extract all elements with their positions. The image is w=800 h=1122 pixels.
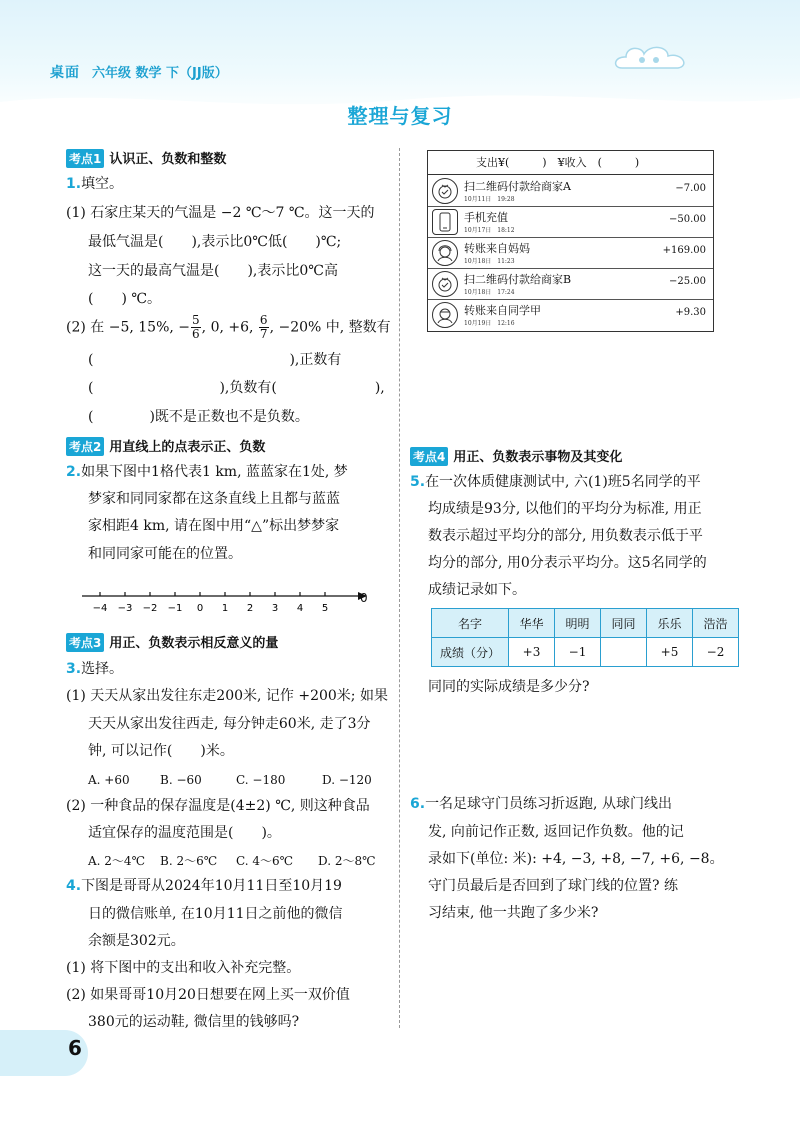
q3-stem [66, 660, 123, 679]
q3-p1-line: 天天从家出发往西走, 每分钟走60米, 走了3分 [88, 716, 371, 732]
cloud-icon [612, 38, 702, 78]
money-bag-icon [432, 178, 458, 204]
q6-line: 发, 向前记作正数, 返回记作负数。他的记 [428, 824, 684, 840]
fraction-denominator: 6 [192, 327, 200, 341]
grades-value-cell: +3 [509, 638, 555, 667]
wechat-bill-title: 手机充值 [464, 211, 508, 224]
page-title: 整理与复习 [347, 104, 453, 128]
wechat-bill-time: 10月11日 19:28 [464, 196, 515, 203]
wechat-bill-time: 10月19日 12:16 [464, 320, 515, 327]
q1-p1-line: 最低气温是( ),表示比0℃低( )℃; [88, 234, 342, 250]
q3-p2-line: 适宜保存的温度范围是( )。 [88, 825, 281, 841]
q3-p1-option[interactable]: C. −180 [236, 773, 286, 787]
wechat-bill-title: 扫二维码付款给商家B [464, 273, 572, 286]
section-k1 [66, 148, 226, 168]
wechat-bill-row [428, 268, 713, 300]
number-line-tick-label: 5 [321, 603, 329, 614]
wechat-bill-row [428, 237, 713, 269]
wechat-bill-amount: −7.00 [675, 183, 706, 194]
q3-p2-option[interactable]: D. 2～8℃ [318, 854, 376, 868]
grades-row-label: 成绩（分） [432, 638, 509, 667]
q6-line: 习结束, 他一共跑了多少米? [428, 905, 599, 921]
header-logo: 桌面 [50, 65, 80, 81]
question-text: 一名足球守门员练习折返跑, 从球门线出 [425, 796, 672, 812]
number-line-tick-label: 2 [246, 603, 254, 614]
q4-sub-line: (1) 将下图中的支出和收入补充完整。 [66, 960, 301, 976]
section-tag: 考点2 [66, 437, 104, 456]
q6-line [410, 795, 672, 814]
q3-p1-option[interactable]: B. −60 [160, 773, 202, 787]
grades-header-cell: 乐乐 [647, 609, 693, 638]
grades-value-cell: −1 [555, 638, 601, 667]
question-text: 选择。 [81, 661, 124, 677]
q3-p1-line: 钟, 可以记作( )米。 [88, 743, 234, 759]
q4-sub-line: (2) 如果哥哥10月20日想要在网上买一双价值 [66, 987, 350, 1003]
q5-line: 均成绩是93分, 以他们的平均分为标准, 用正 [428, 501, 702, 517]
grades-value-row [432, 638, 739, 667]
section-title: 认识正、负数和整数 [109, 152, 227, 167]
section-tag: 考点3 [66, 633, 104, 652]
phone-icon [432, 209, 458, 235]
fraction [191, 314, 201, 341]
wechat-bill-header [428, 151, 713, 175]
q1-p2-line: ( ),负数有( ), [88, 380, 385, 396]
fraction-denominator: 7 [259, 327, 268, 341]
wechat-bill-row [428, 299, 713, 330]
question-text: 如果下图中1格代表1 km, 蓝蓝家在1处, 梦 [81, 464, 348, 480]
q4-sub-line: 380元的运动鞋, 微信里的钱够吗? [88, 1014, 300, 1030]
number-line-tick-label: −3 [117, 603, 133, 614]
number-line-tick-label: 4 [296, 603, 304, 614]
section-title: 用正、负数表示事物及其变化 [453, 450, 623, 465]
q5-line: 数表示超过平均分的部分, 用负数表示低于平 [428, 528, 703, 544]
money-bag-icon [432, 271, 458, 297]
section-k3 [66, 632, 278, 652]
column-divider [399, 148, 400, 1028]
grades-header-cell: 华华 [509, 609, 555, 638]
wechat-bill-amount: +9.30 [675, 307, 706, 318]
grades-header-cell: 同同 [601, 609, 647, 638]
section-k2 [66, 436, 265, 456]
avatar-classmate-icon [432, 302, 458, 328]
question-number: 6. [410, 796, 426, 812]
number-line-tick-label: 0 [196, 603, 204, 614]
grades-header-cell: 名字 [432, 609, 509, 638]
wechat-bill-amount: −25.00 [668, 276, 706, 287]
text-run: (2) 在 −5, 15%, − [66, 319, 191, 336]
wechat-bill-title: 转账来自妈妈 [464, 242, 530, 255]
q3-p2-option[interactable]: A. 2～4℃ [88, 854, 145, 868]
q6-line: 录如下(单位: 米): +4, −3, +8, −7, +6, −8。 [428, 851, 724, 867]
section-tag: 考点1 [66, 149, 104, 168]
wechat-bill-time: 10月18日 17:24 [464, 289, 515, 296]
number-line-tick-label: 1 [221, 603, 229, 614]
question-text: 下图是哥哥从2024年10月11日至10月19 [81, 878, 342, 894]
section-title: 用正、负数表示相反意义的量 [109, 636, 279, 651]
grades-table [431, 608, 739, 667]
q5-line [410, 473, 701, 492]
question-text: 在一次体质健康测试中, 六(1)班5名同学的平 [425, 474, 701, 490]
wechat-bill-amount: −50.00 [668, 214, 706, 225]
q3-p1-option[interactable]: A. +60 [88, 773, 130, 787]
wechat-bill [427, 150, 714, 332]
wechat-bill-header-text: 支出¥( ) ¥收入 ( ) [476, 156, 640, 169]
q4-line: 日的微信账单, 在10月11日之前他的微信 [88, 906, 343, 922]
question-number: 4. [66, 878, 82, 894]
q1-p2-line: ( )既不是正数也不是负数。 [88, 409, 309, 425]
q2-line: 和同同家可能在的位置。 [88, 546, 242, 562]
q2-line [66, 463, 348, 482]
question-number: 3. [66, 661, 82, 677]
question-number: 5. [410, 474, 426, 490]
q5-line: 成绩记录如下。 [428, 582, 526, 598]
q3-p1-line: (1) 天天从家出发往东走200米, 记作 +200米; 如果 [66, 688, 388, 704]
question-number: 2. [66, 464, 82, 480]
section-tag: 考点4 [410, 447, 448, 466]
wechat-bill-row [428, 206, 713, 238]
q6-line: 守门员最后是否回到了球门线的位置? 练 [428, 878, 678, 894]
q4-line [66, 877, 342, 896]
section-title: 用直线上的点表示正、负数 [109, 440, 266, 455]
wechat-bill-title: 扫二维码付款给商家A [464, 180, 571, 193]
q5-line: 均分的部分, 用0分表示平均分。这5名同学的 [428, 555, 707, 571]
grades-header-row [432, 609, 739, 638]
number-line-tick-label: −1 [167, 603, 183, 614]
page-number: 6 [68, 1036, 82, 1060]
header-book-info: 六年级 数学 下（JJ版） [92, 66, 228, 81]
grades-value-cell: +5 [647, 638, 693, 667]
grades-header-cell: 浩浩 [693, 609, 739, 638]
q1-p2-line: ( ),正数有 [88, 352, 342, 368]
question-text: 填空。 [81, 176, 124, 192]
grades-value-cell: −2 [693, 638, 739, 667]
grades-value-cell[interactable] [601, 638, 647, 667]
q5-question: 同同的实际成绩是多少分? [428, 679, 590, 695]
q1-p1-line: (1) 石家庄某天的气温是 −2 ℃～7 ℃。这一天的 [66, 205, 375, 221]
question-number: 1. [66, 176, 82, 192]
q2-line: 梦家和同同家都在这条直线上且都与蓝蓝 [88, 491, 340, 507]
fraction [259, 314, 269, 341]
q3-p2-option[interactable]: C. 4～6℃ [236, 854, 294, 868]
q2-line: 家相距4 km, 请在图中用“△”标出梦梦家 [88, 518, 340, 534]
q1-p1-line: 这一天的最高气温是( ),表示比0℃高 [88, 263, 338, 279]
q1-p1-line: ( ) ℃。 [88, 291, 162, 307]
text-run: , 0, +6, [201, 319, 258, 336]
q4-line: 余额是302元。 [88, 933, 185, 949]
number-line-tick-label: 3 [271, 603, 279, 614]
wechat-bill-title: 转账来自同学甲 [464, 304, 541, 317]
number-line-tick-label: −2 [142, 603, 158, 614]
q1-stem [66, 175, 123, 194]
wechat-bill-amount: +169.00 [662, 245, 706, 256]
q3-p2-option[interactable]: B. 2～6℃ [160, 854, 218, 868]
avatar-mom-icon [432, 240, 458, 266]
number-line-tick-label: −4 [92, 603, 108, 614]
section-k4 [410, 446, 622, 466]
text-run: , −20% 中, 整数有 [269, 319, 391, 336]
q1-p2-line [66, 314, 391, 341]
q3-p1-option[interactable]: D. −120 [322, 773, 372, 787]
number-line [78, 585, 378, 617]
fraction-numerator: 6 [259, 313, 268, 327]
wechat-bill-row [428, 175, 713, 207]
wechat-bill-time: 10月17日 18:12 [464, 227, 515, 234]
grades-header-cell: 明明 [555, 609, 601, 638]
number-line-end-label: 0 [360, 591, 368, 605]
q3-p2-line: (2) 一种食品的保存温度是(4±2) ℃, 则这种食品 [66, 798, 370, 814]
wechat-bill-time: 10月18日 11:23 [464, 258, 515, 265]
fraction-numerator: 5 [192, 313, 200, 327]
